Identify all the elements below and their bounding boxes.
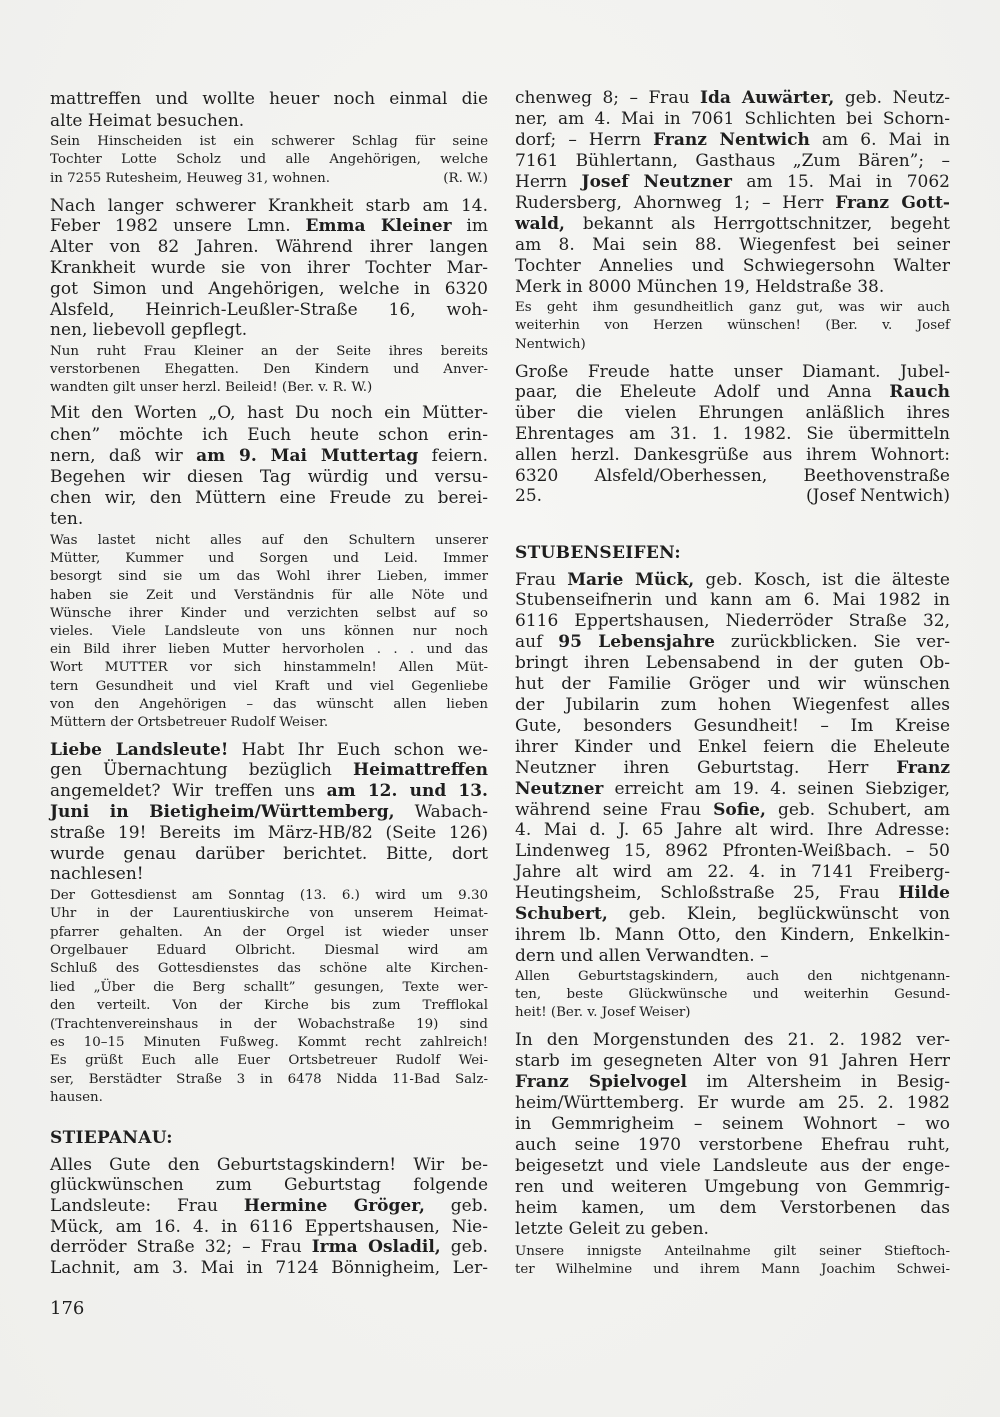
text-run: Rudersberg, Ahornweg 1; – Herr bbox=[515, 192, 836, 213]
text-line: Lachnit, am 3. Mai in 7124 Bönnigheim, Ler- bbox=[50, 1258, 488, 1279]
bold-name: Ida Auwärter, bbox=[700, 87, 835, 108]
text-run: Wabach- bbox=[394, 801, 488, 822]
text-line: Was lastet nicht alles auf den Schultern unserer bbox=[50, 532, 488, 548]
note-paragraph bbox=[50, 133, 488, 189]
text-line: In den Morgenstunden des 21. 2. 1982 ver- bbox=[515, 1029, 950, 1050]
bold-name: Franz Gott- bbox=[835, 192, 950, 213]
text-line: Stubenseifnerin und kann am 6. Mai 1982 in bbox=[515, 590, 950, 611]
text-line bbox=[515, 758, 950, 779]
text-line bbox=[515, 779, 950, 800]
text-line: chen” möchte ich Euch heute schon erin- bbox=[50, 424, 488, 445]
text-run: auf bbox=[515, 632, 559, 653]
text-line: starb im gesegneten Alter von 91 Jahren Herr bbox=[515, 1050, 950, 1071]
text-line: Krankheit wurde sie von ihrer Tochter Mar- bbox=[50, 257, 488, 278]
text-line: Der Gottesdienst am Sonntag (13. 6.) wird um 9.30 bbox=[50, 887, 488, 903]
text-line bbox=[515, 382, 950, 403]
text-line: Nach langer schwerer Krankheit starb am 14. bbox=[50, 195, 488, 216]
text-line: ten, beste Glückwünsche und weiterhin Gesund- bbox=[515, 987, 950, 1002]
text-run: angemeldet? Wir treffen uns bbox=[50, 781, 327, 802]
text-line bbox=[515, 883, 950, 904]
bold-name: am 9. Mai Muttertag bbox=[196, 445, 419, 466]
text-line: von den Angehörigen – das wünscht allen lieben bbox=[50, 696, 488, 712]
text-line: glückwünschen zum Geburtstag folgende bbox=[50, 1175, 488, 1196]
text-line: ser, Berstädter Straße 3 in 6478 Nidda 11-Bad Salz- bbox=[50, 1071, 488, 1087]
text-line bbox=[50, 781, 488, 802]
text-run: 25. bbox=[515, 486, 543, 507]
text-line bbox=[515, 904, 950, 925]
text-line: ren und weiteren Umgebung von Gemmrig- bbox=[515, 1176, 950, 1197]
text-line: der Jubilarin zum hohen Wiegenfest alles bbox=[515, 694, 950, 715]
bold-name: 95 Lebensjahre bbox=[558, 632, 715, 653]
text-run: geb. Neutz- bbox=[834, 87, 950, 108]
text-run: Frau bbox=[515, 569, 568, 590]
bold-name: Sofie, bbox=[713, 799, 766, 820]
text-line: 6116 Eppertshausen, Niederröder Straße 32, bbox=[515, 611, 950, 632]
section-heading: STIEPANAU: bbox=[50, 1128, 173, 1148]
text-line: hut der Familie Gröger und wir wünschen bbox=[515, 674, 950, 695]
bold-name: Hilde bbox=[898, 883, 950, 904]
text-line: in Gemmrigheim – seinem Wohnort – wo bbox=[515, 1113, 950, 1134]
text-line: Müttern der Ortsbetreuer Rudolf Weiser. bbox=[50, 714, 329, 730]
text-line: Große Freude hatte unser Diamant. Jubel- bbox=[515, 361, 950, 382]
text-line: ner, am 4. Mai in 7061 Schlichten bei Schorn- bbox=[515, 108, 950, 129]
text-run: derröder Straße 32; – Frau bbox=[50, 1237, 312, 1258]
text-line: Begehen wir diesen Tag würdig und versu- bbox=[50, 467, 488, 487]
author-signature: (R. W.) bbox=[443, 170, 488, 186]
text-line bbox=[515, 1072, 950, 1093]
article-paragraph bbox=[515, 570, 950, 967]
article-paragraph bbox=[515, 362, 950, 508]
text-line bbox=[515, 172, 950, 193]
text-run: im bbox=[451, 216, 488, 237]
article-paragraph bbox=[515, 1030, 950, 1240]
text-line: got Simon und Angehörigen, welche in 6320 bbox=[50, 278, 488, 299]
text-line bbox=[515, 214, 950, 235]
text-run: Herrn bbox=[515, 171, 582, 192]
text-line: Mück, am 16. 4. in 6116 Eppertshausen, Nie- bbox=[50, 1216, 488, 1237]
text-line bbox=[50, 740, 488, 761]
bold-name: Franz Spielvogel bbox=[515, 1071, 687, 1092]
note-paragraph bbox=[515, 968, 950, 1022]
text-run: geb. bbox=[424, 1196, 488, 1217]
text-line: bringt ihren Lebensabend in der guten Ob- bbox=[515, 653, 950, 674]
text-line: Alsfeld, Heinrich-Leußler-Straße 16, woh- bbox=[50, 299, 488, 320]
text-line: den verteilt. Von der Kirche bis zum Trefflokal bbox=[50, 998, 488, 1014]
note-paragraph bbox=[50, 532, 488, 732]
text-line: nachlesen! bbox=[50, 864, 144, 885]
article-paragraph bbox=[50, 196, 488, 342]
text-line: straße 19! Bereits im März-HB/82 (Seite 126) bbox=[50, 822, 488, 843]
text-line: es 10–15 Minuten Fußweg. Kommt recht zahlreich! bbox=[50, 1035, 488, 1051]
text-run: im Altersheim in Besig- bbox=[686, 1071, 951, 1092]
author-signature: (Josef Nentwich) bbox=[806, 486, 950, 507]
text-line: Es geht ihm gesundheitlich ganz gut, was wir auch bbox=[515, 299, 950, 315]
article-paragraph bbox=[515, 88, 950, 298]
bold-name: wald, bbox=[515, 213, 565, 234]
text-line: Sein Hinscheiden ist ein schwerer Schlag für seine bbox=[50, 133, 488, 149]
text-run: am 15. Mai in 7062 bbox=[731, 171, 950, 192]
bold-name: Rauch bbox=[889, 382, 950, 403]
text-line: vieles. Viele Landsleute von uns können nur noch bbox=[50, 623, 488, 639]
bold-name: Irma Osladil, bbox=[311, 1237, 441, 1258]
text-line: allen herzl. Dankesgrüße aus ihrem Wohnort: bbox=[515, 444, 950, 465]
text-run: gen Übernachtung bezüglich bbox=[50, 760, 354, 781]
text-line bbox=[50, 170, 488, 189]
text-run: chenweg 8; – Frau bbox=[515, 87, 701, 108]
text-line: Wort MUTTER vor sich hinstammeln! Allen Müt- bbox=[50, 660, 488, 676]
text-line: auch seine 1970 verstorbene Ehefrau ruht, bbox=[515, 1134, 950, 1155]
text-line: besorgt sind sie um das Wohl ihrer Lieben, immer bbox=[50, 569, 488, 585]
text-line: Mütter, Kummer und Sorgen und Leid. Immer bbox=[50, 551, 488, 567]
text-run: am 6. Mai in bbox=[809, 129, 951, 150]
text-line: Tochter Annelies und Schwiegersohn Walter bbox=[515, 255, 950, 276]
text-line: 6320 Alsfeld/Oberhessen, Beethovenstraße bbox=[515, 465, 950, 486]
text-line: haben sie Zeit und Verständnis für alle Nöte und bbox=[50, 587, 488, 603]
text-line: Wünsche ihrer Kinder und verzichten selbst auf so bbox=[50, 605, 488, 621]
bold-name: am 12. und 13. bbox=[326, 781, 488, 802]
text-line: weiterhin von Herzen wünschen! (Ber. v. Josef bbox=[515, 318, 950, 334]
text-run: geb. Kosch, ist die älteste bbox=[694, 569, 950, 590]
text-line: Gute, besonders Gesundheit! – Im Kreise bbox=[515, 715, 950, 736]
text-line: letzte Geleit zu geben. bbox=[515, 1218, 709, 1239]
text-line: dern und allen Verwandten. – bbox=[515, 945, 769, 966]
text-line bbox=[50, 1196, 488, 1217]
text-line bbox=[50, 1237, 488, 1258]
text-line: 7161 Bühlertann, Gasthaus „Zum Bären”; – bbox=[515, 150, 950, 171]
text-run: dorf; – Herrn bbox=[515, 129, 654, 150]
text-line: Es grüßt Euch alle Euer Ortsbetreuer Rudolf Wei- bbox=[50, 1053, 488, 1069]
text-line: Alles Gute den Geburtstagskindern! Wir be- bbox=[50, 1154, 488, 1175]
text-line: (Trachtenvereinshaus in der Wobachstraße 19) sind bbox=[50, 1016, 488, 1032]
text-run: zurückblicken. Sie ver- bbox=[714, 632, 951, 653]
bold-name: Hermine Gröger, bbox=[243, 1196, 425, 1217]
text-line bbox=[515, 486, 950, 507]
bold-name: Marie Mück, bbox=[567, 569, 695, 590]
text-line: alte Heimat besuchen. bbox=[50, 110, 245, 131]
text-line bbox=[515, 193, 950, 214]
bold-name: Neutzner bbox=[515, 778, 604, 799]
text-line: Tochter Lotte Scholz und alle Angehörigen, welche bbox=[50, 152, 488, 168]
text-line: Allen Geburtstagskindern, auch den nichtgenann- bbox=[515, 969, 950, 984]
text-line: heim/Württemberg. Er wurde am 25. 2. 1982 bbox=[515, 1092, 950, 1113]
text-run: feiern. bbox=[418, 445, 489, 466]
text-line: Orgelbauer Eduard Olbricht. Diesmal wird am bbox=[50, 943, 488, 959]
text-line: Alter von 82 Jahren. Während ihrer langen bbox=[50, 237, 488, 258]
text-line: wandten gilt unser herzl. Beileid! (Ber. v. R. W.) bbox=[50, 380, 373, 395]
bold-name: Schubert, bbox=[515, 904, 608, 925]
text-line: Uhr in der Laurentiuskirche von unserem Heimat- bbox=[50, 906, 488, 922]
text-line bbox=[50, 802, 488, 823]
text-line: ein Bild ihrer lieben Mutter hervorholen . . . und das bbox=[50, 642, 488, 658]
text-run: in 7255 Rutesheim, Heuweg 31, wohnen. bbox=[50, 170, 330, 186]
text-line bbox=[50, 216, 488, 237]
section-heading: STUBENSEIFEN: bbox=[515, 543, 681, 563]
bold-name: Juni in Bietigheim/Württemberg, bbox=[50, 801, 395, 822]
text-line: beigesetzt und viele Landsleute aus der enge- bbox=[515, 1155, 950, 1176]
text-line: chen wir, den Müttern eine Freude zu berei- bbox=[50, 488, 488, 509]
article-paragraph bbox=[50, 403, 488, 530]
text-line: ten. bbox=[50, 509, 84, 530]
page-number: 176 bbox=[50, 1298, 85, 1319]
text-line: Merk in 8000 München 19, Heldstraße 38. bbox=[515, 276, 885, 297]
text-line: heit! (Ber. v. Josef Weiser) bbox=[515, 1005, 691, 1020]
text-line bbox=[50, 760, 488, 781]
text-line: 4. Mai d. J. 65 Jahre alt wird. Ihre Adresse: bbox=[515, 820, 950, 841]
text-line bbox=[515, 632, 950, 653]
article-paragraph bbox=[50, 89, 488, 132]
text-line: über die vielen Ehrungen anläßlich ihres bbox=[515, 403, 950, 424]
text-run: Landsleute: Frau bbox=[50, 1196, 244, 1217]
text-run: während seine Frau bbox=[515, 799, 714, 820]
bold-name: Franz bbox=[896, 757, 950, 778]
text-line: pfarrer gehalten. An der Orgel ist wieder unser bbox=[50, 924, 488, 940]
text-line bbox=[515, 88, 950, 109]
text-run: geb. Klein, beglückwünscht von bbox=[607, 904, 950, 925]
bold-name: Heimattreffen bbox=[353, 760, 488, 781]
text-run: bekannt als Herrgottschnitzer, begeht bbox=[564, 213, 950, 234]
text-line bbox=[515, 130, 950, 151]
note-paragraph bbox=[50, 887, 488, 1108]
text-run: geb. bbox=[440, 1237, 488, 1258]
text-run: Neutzner ihren Geburtstag. Herr bbox=[515, 757, 897, 778]
text-line: Mit den Worten „O, hast Du noch ein Mütter- bbox=[50, 403, 488, 424]
text-line: Jahre alt wird am 22. 4. in 7141 Freiberg- bbox=[515, 862, 950, 883]
note-paragraph bbox=[515, 299, 950, 355]
text-line bbox=[515, 570, 950, 591]
text-line: Schluß des Gottesdienstes das schöne alte Kirchen- bbox=[50, 961, 488, 977]
text-line: tern Gesundheit und viel Kraft und viel Gegenliebe bbox=[50, 678, 488, 694]
note-paragraph bbox=[50, 343, 488, 397]
text-run: nern, daß wir bbox=[50, 445, 197, 466]
text-line bbox=[515, 800, 950, 821]
text-run: Feber 1982 unsere Lmn. bbox=[50, 216, 306, 237]
text-line: Nun ruht Frau Kleiner an der Seite ihres bereits bbox=[50, 344, 488, 359]
bold-name: Josef Neutzner bbox=[581, 171, 732, 192]
text-line: lied „Über die Berg schallt” gesungen, Texte wer- bbox=[50, 979, 488, 995]
text-line: verstorbenen Ehegatten. Den Kindern und Anver- bbox=[50, 362, 488, 377]
text-line: mattreffen und wollte heuer noch einmal die bbox=[50, 89, 488, 110]
text-line: wurde genau darüber berichtet. Bitte, dort bbox=[50, 843, 488, 864]
text-line bbox=[50, 446, 488, 467]
text-line: Nentwich) bbox=[515, 336, 586, 352]
bold-name: Liebe Landsleute! bbox=[50, 739, 229, 760]
text-line: Unsere innigste Anteilnahme gilt seiner Stieftoch- bbox=[515, 1244, 950, 1259]
text-run: paar, die Eheleute Adolf und Anna bbox=[515, 382, 890, 403]
text-line: nen, liebevoll gepflegt. bbox=[50, 320, 248, 341]
text-line: ter Wilhelmine und ihrem Mann Joachim Schwei- bbox=[515, 1262, 950, 1277]
text-line: ihrer Kinder und Enkel feiern die Eheleute bbox=[515, 736, 950, 757]
text-run: erreicht am 19. 4. seinen Siebziger, bbox=[603, 778, 950, 799]
bold-name: Emma Kleiner bbox=[305, 216, 452, 237]
text-line: hausen. bbox=[50, 1090, 103, 1106]
bold-name: Franz Nentwich bbox=[653, 129, 810, 150]
text-run: Habt Ihr Euch schon we- bbox=[228, 739, 488, 760]
text-line: ihrem lb. Mann Otto, den Kindern, Enkelkin- bbox=[515, 924, 950, 945]
article-paragraph bbox=[50, 740, 488, 886]
text-line: am 8. Mai sein 88. Wiegenfest bei seiner bbox=[515, 234, 950, 255]
text-line: heim kamen, um dem Verstorbenen das bbox=[515, 1197, 950, 1218]
text-line: Lindenweg 15, 8962 Pfronten-Weißbach. – 50 bbox=[515, 841, 950, 862]
article-paragraph bbox=[50, 1155, 488, 1279]
text-run: geb. Schubert, am bbox=[765, 799, 950, 820]
text-run: Heutingsheim, Schloßstraße 25, Frau bbox=[515, 883, 899, 904]
note-paragraph bbox=[515, 1243, 950, 1279]
text-line: Ehrentages am 31. 1. 1982. Sie übermitteln bbox=[515, 423, 950, 444]
